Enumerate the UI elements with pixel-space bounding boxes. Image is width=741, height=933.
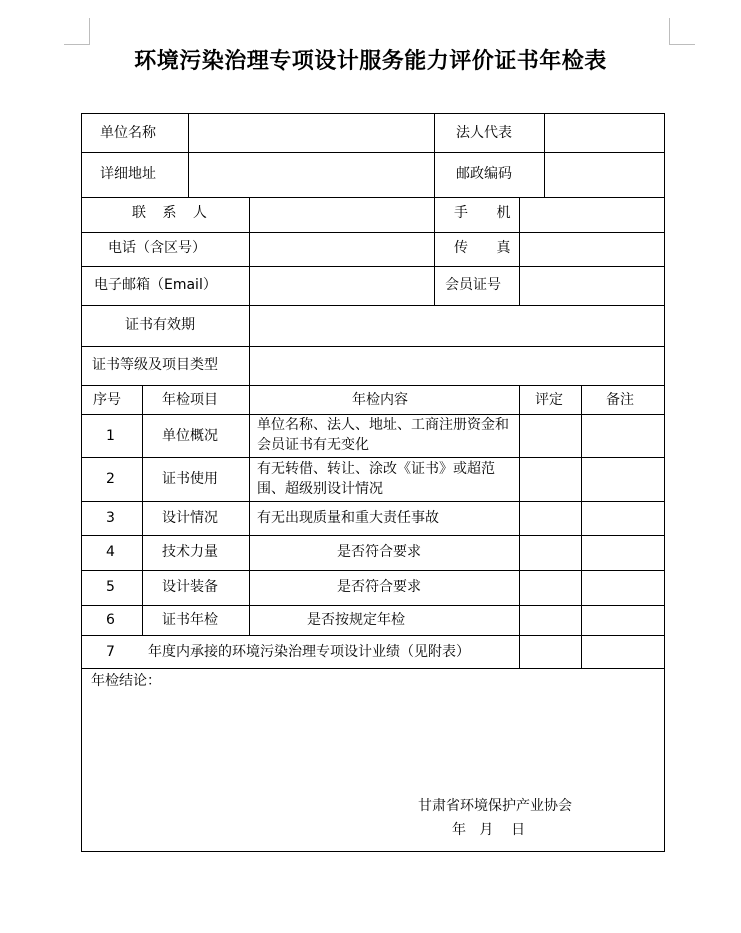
corner-mark-top-left (89, 18, 90, 44)
row-4-no: 4 (106, 544, 115, 560)
row-1-content: 单位名称、法人、地址、工商注册资金和会员证书有无变化 (257, 417, 509, 453)
label-address: 详细地址 (100, 166, 156, 182)
label-unit-name: 单位名称 (100, 125, 156, 141)
label-member-no: 会员证号 (445, 277, 501, 293)
row-7-merged: 年度内承接的环境污染治理专项设计业绩（见附表） (148, 644, 470, 660)
row-2-no: 2 (106, 471, 115, 487)
label-contact: 联 系 人 (132, 205, 213, 221)
header-content: 年检内容 (352, 392, 408, 408)
row-7-no: 7 (106, 644, 115, 660)
header-rating: 评定 (535, 392, 563, 408)
label-phone: 电话（含区号） (108, 240, 206, 256)
annual-inspection-form (81, 113, 665, 852)
row-5-content: 是否符合要求 (337, 579, 421, 595)
label-postcode: 邮政编码 (456, 166, 512, 182)
label-legal-rep: 法人代表 (456, 125, 512, 141)
row-3-item: 设计情况 (162, 510, 218, 526)
label-fax: 传 真 (454, 240, 523, 256)
issuing-organization: 甘肃省环境保护产业协会 (418, 798, 572, 814)
row-3-no: 3 (106, 510, 115, 526)
row-4-item: 技术力量 (162, 544, 218, 560)
header-remark: 备注 (606, 392, 634, 408)
document-title: 环境污染治理专项设计服务能力评价证书年检表 (134, 48, 607, 74)
row-4-content: 是否符合要求 (337, 544, 421, 560)
label-mobile: 手 机 (454, 205, 523, 221)
row-1-no: 1 (106, 428, 115, 444)
header-no: 序号 (93, 392, 121, 408)
row-1-item: 单位概况 (162, 428, 218, 444)
row-6-no: 6 (106, 612, 115, 628)
row-2-item: 证书使用 (162, 471, 218, 487)
conclusion-date: 年 月 日 (452, 822, 526, 838)
corner-mark-top-right (669, 18, 670, 44)
label-email: 电子邮箱（Email） (94, 277, 217, 293)
label-validity: 证书有效期 (125, 317, 195, 333)
row-5-no: 5 (106, 579, 115, 595)
row-2-content: 有无转借、转让、涂改《证书》或超范围、超级别设计情况 (257, 461, 495, 497)
header-item: 年检项目 (162, 392, 218, 408)
row-3-content: 有无出现质量和重大责任事故 (257, 510, 439, 526)
label-grade-type: 证书等级及项目类型 (92, 357, 218, 373)
row-6-content: 是否按规定年检 (307, 612, 405, 628)
conclusion-label: 年检结论： (91, 673, 161, 689)
row-5-item: 设计装备 (162, 579, 218, 595)
row-6-item: 证书年检 (162, 612, 218, 628)
